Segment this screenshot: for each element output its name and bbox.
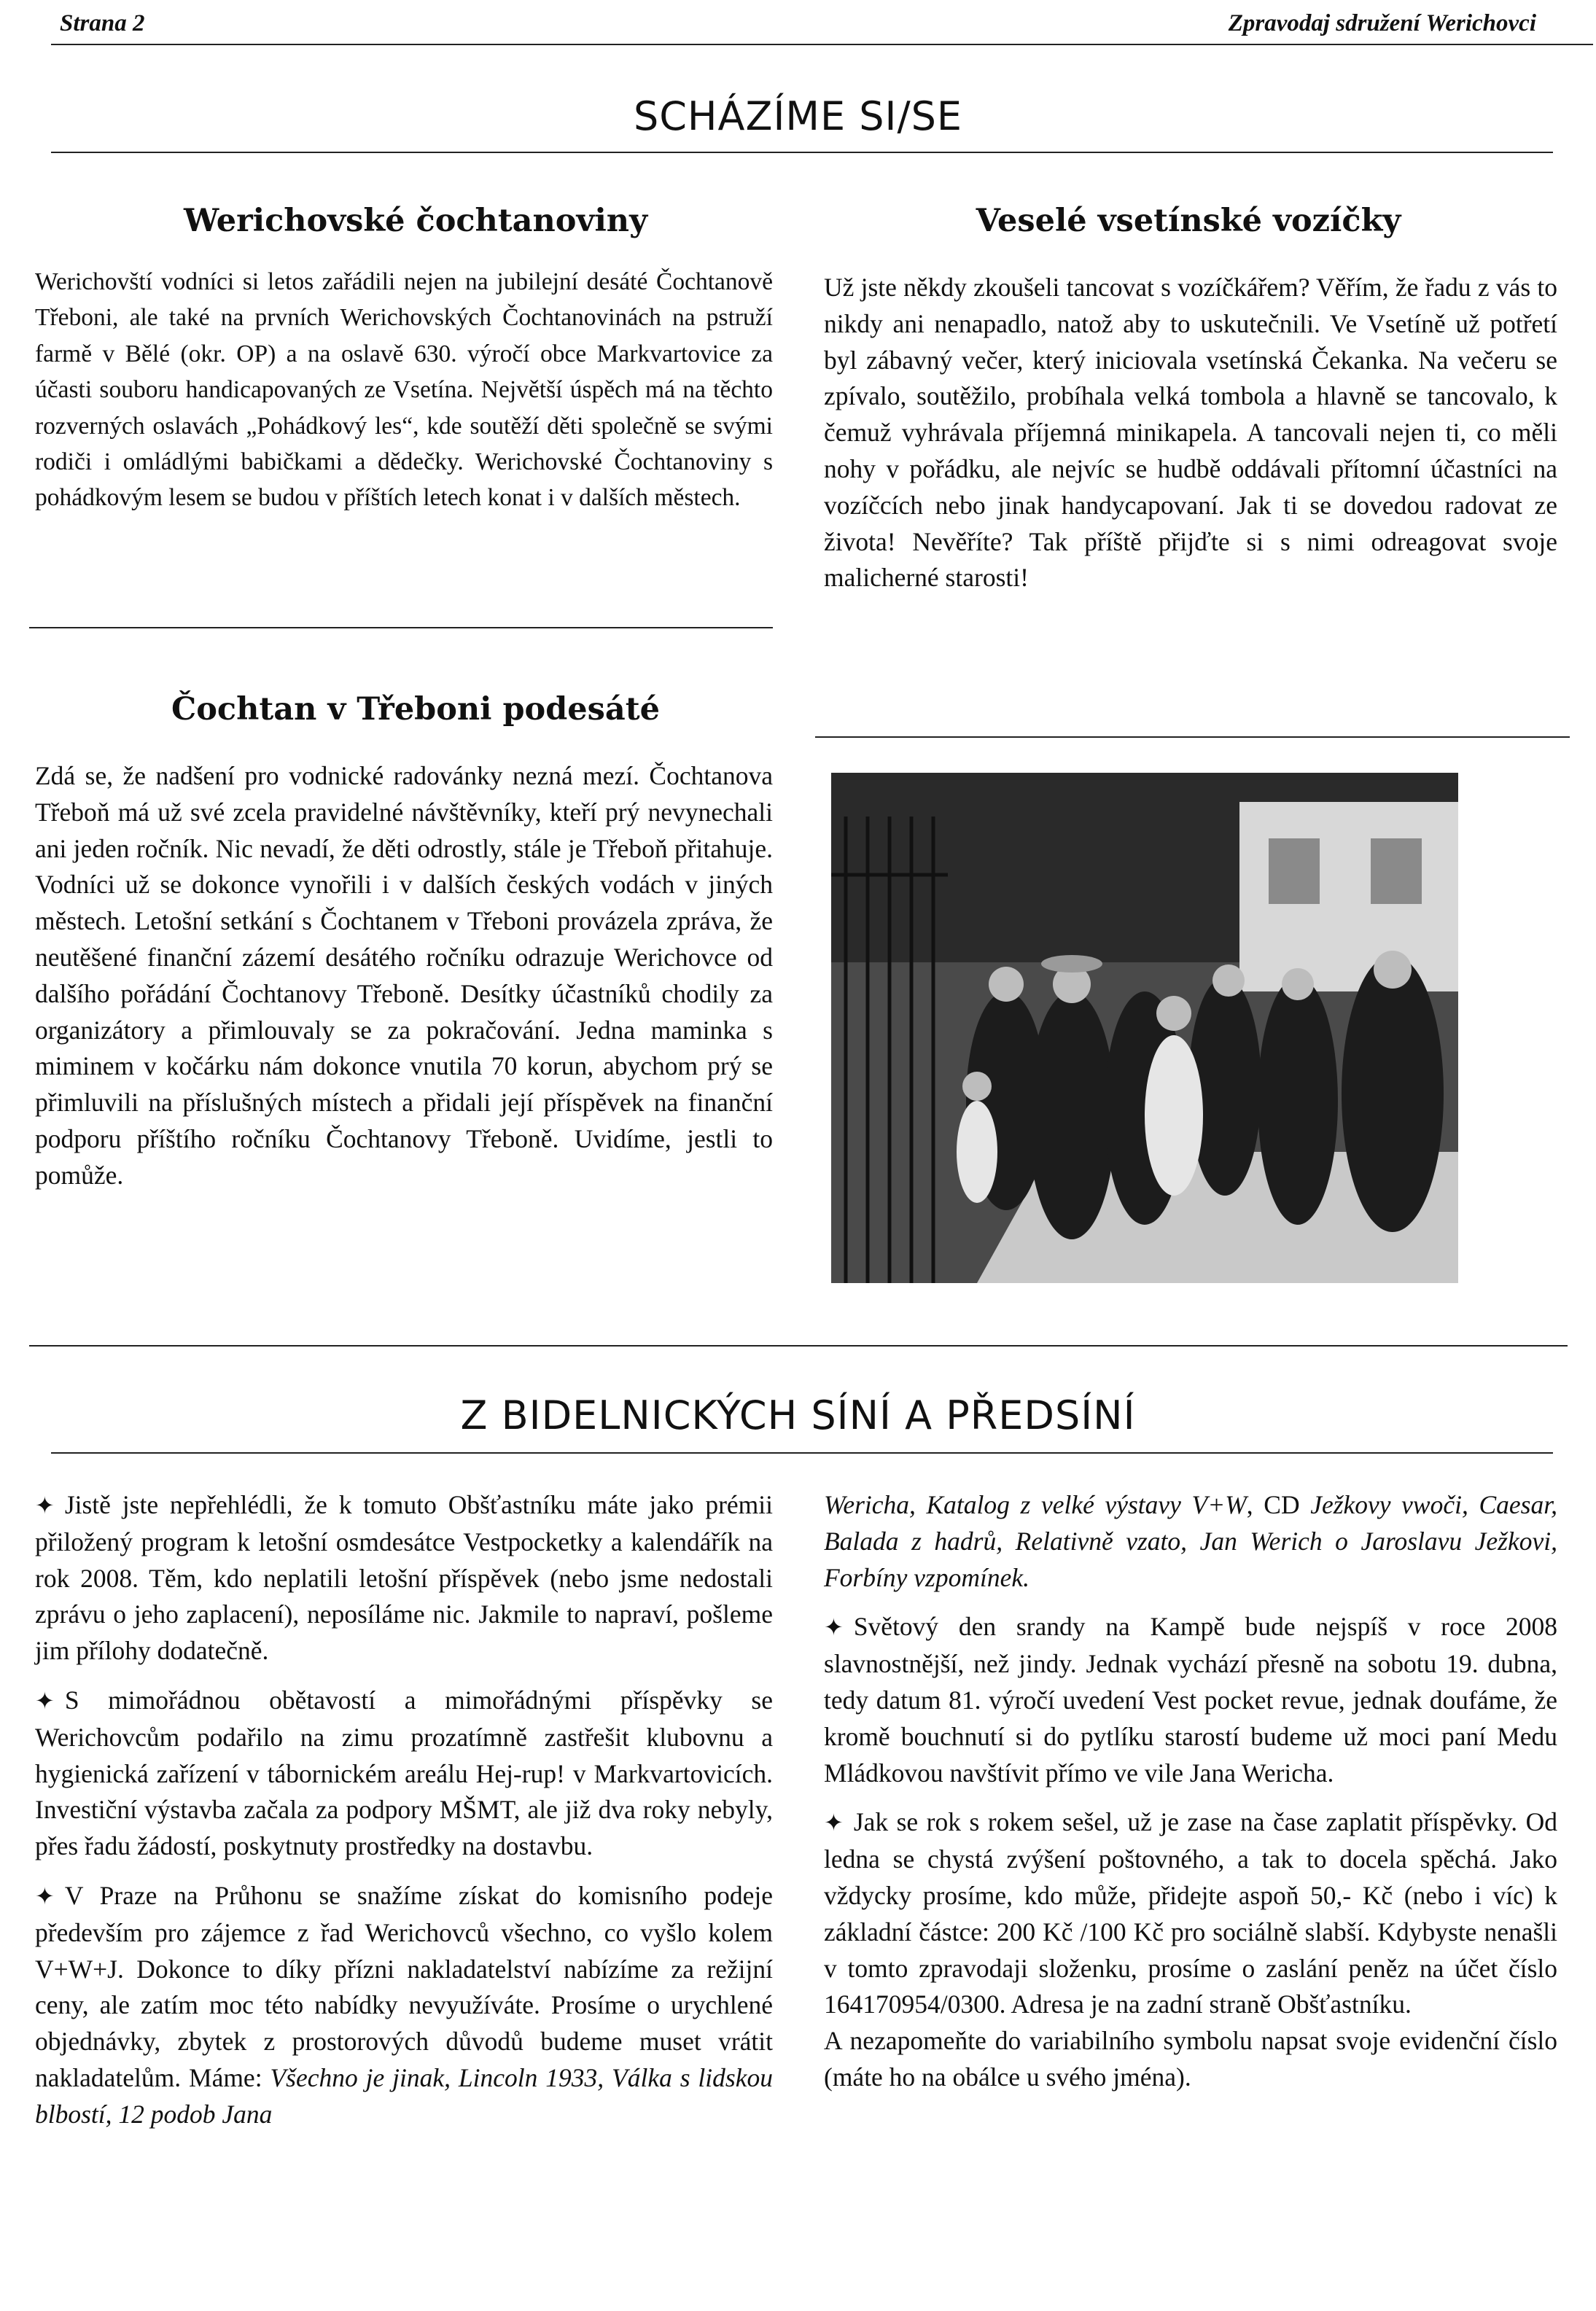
section-title-bidelnickych: Z BIDELNICKÝCH SÍNÍ A PŘEDSÍNÍ: [460, 1392, 1136, 1438]
section2-title-rule: [51, 1452, 1553, 1454]
bidelnicke-right-column: [824, 1487, 1557, 2109]
section-divider: [29, 1345, 1568, 1347]
news-item-tituly-pokracovani: Wericha, Katalog z velké výstavy V+W, CD Ježkovy vwoči, Caesar, Balada z hadrů, Relativně vzato, Jan Werich o Jaroslavu Ježkovi, Forbíny vzpomínek.: [824, 1490, 1557, 1592]
header-rule: [51, 44, 1593, 45]
star-bullet-icon: ✦: [35, 1882, 55, 1910]
section-title-rule: [51, 152, 1553, 153]
news-item-komisni-prodej: ✦ V Praze na Průhonu se snažíme získat do komisního podeje především pro zájemce z řad Werichovců všechno, co vyšlo kolem V+W+J. Dokonce to díky přízni nakladatelství nabízíme za režijní ceny, ale zatím moc této nabídky nevyužíváte. Prosíme o urychlené objednávky, zbytek z prostorových důvodů budeme muset vrátit nakladatelům. Máme: Všechno je jinak, Lincoln 1933, Válka s lidskou blbostí, 12 podob Jana: [35, 1880, 773, 2129]
article-cochtan-v-treboni: Zdá se, že nadšení pro vodnické radovánky nezná mezí. Čochtanova Třeboň má už své zcela pravidelné návštěvníky, kteří prý nevynechali ani jeden ročník. Nic nevadí, že děti odrostly, stále je Třeboň přitahuje. Vodníci už se dokonce vynořili i v dalších českých vodách v jiných městech. Letošní setkání s Čochtanem v Třeboni provázela zpráva, že neutěšené finanční zázemí desátého ročníku odrazuje Werichovce od dalšího pořádání Čochtanovy Třeboně. Desítky účastníků chodily za organizátory a přimlouvaly se za pokračování. Jedna maminka s miminem v kočárku nám dokonce vnutila 70 korun, abychom prý se přimluvili na příslušných místech a přidali její příspěvek na finanční podporu příštího ročníku Čochtanovy Třeboně. Uvidíme, jestli to pomůže.: [35, 761, 773, 1190]
star-bullet-icon: ✦: [35, 1492, 55, 1519]
headline-werichovske-cochtanoviny: Werichovské čochtanoviny: [183, 203, 648, 239]
publication-title: Zpravodaj sdružení Werichovci: [1228, 10, 1536, 36]
article-divider-left: [29, 627, 773, 628]
news-item-prispevky: ✦ Jak se rok s rokem sešel, už je zase na čase zaplatit příspěvky. Od ledna se chystá zvýšení poštovného, a tak to docela spěchá. Jako vždycky prosíme, kdo může, přidejte aspoň 50,- Kč (nebo i víc) k základní částce: 200 Kč /100 Kč pro sociálně slabší. Kdybyste nenašli v tomto zpravodaji složenku, prosíme o zaslání peněz na účet číslo 164170954/0300. Adresa je na zadní straně Obšťastníku.: [824, 1807, 1557, 2019]
bidelnicke-left-column: [35, 1487, 773, 2146]
event-photo: [831, 773, 1458, 1283]
news-item-prilohy: ✦ Jistě jste nepřehlédli, že k tomuto Obšťastníku máte jako prémii přiložený program k letošní osmdesátce Vestpocketky a kalendářík na rok 2008. Těm, kdo neplatili letošní příspěvek (nebo jsme nedostali zprávu o jeho zaplacení), neposíláme nic. Jakmile to napraví, pošleme jim přílohy dodatečně.: [35, 1490, 773, 1666]
headline-cochtan-v-treboni: Čochtan v Třeboni podesáté: [171, 691, 660, 728]
page-number: Strana 2: [60, 10, 145, 36]
event-photo-image: [831, 773, 1458, 1283]
star-bullet-icon: ✦: [824, 1809, 844, 1837]
star-bullet-icon: ✦: [35, 1686, 55, 1715]
section-title-schazime: SCHÁZÍME SI/SE: [633, 93, 963, 139]
star-bullet-icon: ✦: [824, 1613, 844, 1642]
article-vesele-vsetinske-vozicky: Už jste někdy zkoušeli tancovat s vozíčkářem? Věřím, že řadu z vás to nikdy ani nenapadlo, natož aby to uskutečnili. Ve Vsetíně už potřetí byl zábavný večer, který iniciovala vsetínská Čekanka. Na večeru se zpívalo, soutěžilo, probíhala velká tombola a hlavně se tancovalo, k čemuž vyhrávala příjemná minikapela. A tancovali nejen ti, co měli nohy v pořádku, ale nejvíc se hudbě oddávali přítomní účastníci na vozíčcích nebo jinak handycapovaní. Jak ti se dovedou radovat ze života! Nevěříte? Tak příště přijďte si s nimi odreagovat svoje malicherné starosti!: [824, 273, 1557, 593]
news-item-den-srandy: ✦ Světový den srandy na Kampě bude nejspíš v roce 2008 slavnostnější, než jindy. Jednak vychází přesně na sobotu 19. dubna, tedy datum 81. výročí uvedení Vest pocket revue, jednak doufáme, že kromě bouchnutí si do pytlíku starostí budeme už moci paní Medu Mládkovou navštívit přímo ve vile Jana Wericha.: [824, 1612, 1557, 1788]
headline-vesele-vsetinske-vozicky: Veselé vsetínské vozíčky: [976, 203, 1401, 239]
news-item-klubovna: ✦ S mimořádnou obětavostí a mimořádnými příspěvky se Werichovcům podařilo na zimu prozatímně zastřešit klubovnu a hygienická zařízení v tábornickém areálu Hej-rup! v Markvartovicích. Investiční výstavba začala za podpory MŠMT, ale již dva roky nebyly, přes řadu žádostí, poskytnuty prostředky na dostavbu.: [35, 1685, 773, 1861]
news-item-variabilni-symbol: A nezapomeňte do variabilního symbolu napsat svoje evidenční číslo (máte ho na obálce u svého jména).: [824, 2026, 1557, 2092]
article-werichovske-cochtanoviny: Werichovští vodníci si letos zařádili nejen na jubilejní desáté Čochtanově Třeboni, ale také na prvních Werichovských Čochtanovinách na pstruží farmě v Bělé (okr. OP) a na oslavě 630. výročí obce Markvartovice za účasti souboru handicapovaných ze Vsetína. Největší úspěch má na těchto rozverných oslavách „Pohádkový les“, kde soutěží děti společně se svými rodiči i omládlými babičkami a dědečky. Werichovské Čochtanoviny s pohádkovým lesem se budou v příštích letech konat i v dalších městech.: [35, 268, 773, 512]
article-divider-right: [815, 736, 1570, 738]
